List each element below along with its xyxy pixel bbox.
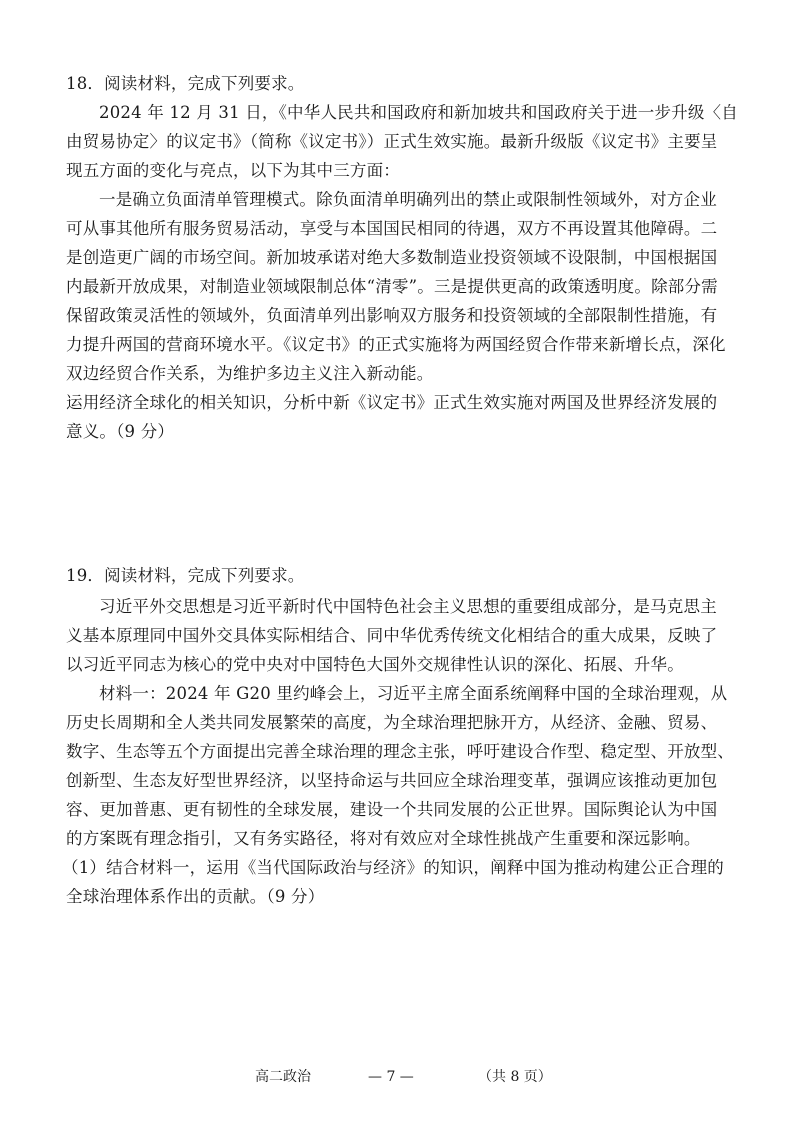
q19-material1-line: 数字、生态等五个方面提出完善全球治理的理念主张，呼吁建设合作型、稳定型、开放型、: [66, 742, 734, 761]
q19-task-line: 全球治理体系作出的贡献。（9 分）: [66, 887, 325, 906]
question-18-title: 18．阅读材料，完成下列要求。: [66, 74, 305, 93]
q18-para2-line: 内最新开放成果，对制造业领域限制总体“清零”。三是提供更高的政策透明度。除部分需: [66, 277, 718, 296]
q19-material1-line: 容、更加普惠、更有韧性的全球发展，建设一个共同发展的公正世界。国际舆论认为中国: [66, 800, 718, 819]
q19-task-line: （1）结合材料一，运用《当代国际政治与经济》的知识，阐释中国为推动构建公正合理的: [62, 858, 724, 877]
q19-material1-line: 的方案既有理念指引，又有务实路径，将对有效应对全球性挑战产生重要和深远影响。: [66, 829, 701, 848]
q19-para1-line: 义基本原理同中国外交具体实际相结合、同中华优秀传统文化相结合的重大成果，反映了: [66, 626, 718, 645]
q18-para2-line: 可从事其他所有服务贸易活动，享受与本国国民相同的待遇，双方不再设置其他障碍。二: [66, 219, 718, 238]
footer-subject: 高二政治: [255, 1069, 311, 1085]
q19-para1-line: 习近平外交思想是习近平新时代中国特色社会主义思想的重要组成部分，是马克思主: [99, 597, 717, 616]
q18-para2-line: 保留政策灵活性的领域外，负面清单列出影响双方服务和投资领域的全部限制性措施，有: [66, 306, 718, 325]
q18-task-line: 意义。（9 分）: [66, 422, 175, 441]
footer-page-number: — 7 —: [368, 1069, 414, 1085]
question-19-title: 19．阅读材料，完成下列要求。: [66, 566, 305, 585]
q18-para1-line: 2024 年 12 月 31 日，《中华人民共和国政府和新加坡共和国政府关于进一步升级〈自: [99, 103, 738, 122]
q18-para2-line: 双边经贸合作关系，为维护多边主义注入新动能。: [66, 364, 434, 383]
q19-material1-line: 材料一：2024 年 G20 里约峰会上，习近平主席全面系统阐释中国的全球治理观，从: [99, 684, 728, 703]
q18-para1-line: 现五方面的变化与亮点，以下为其中三方面：: [66, 161, 400, 180]
q18-para2-line: 一是确立负面清单管理模式。除负面清单明确列出的禁止或限制性领域外，对方企业: [99, 190, 717, 209]
q18-task-line: 运用经济全球化的相关知识，分析中新《议定书》正式生效实施对两国及世界经济发展的: [66, 393, 718, 412]
footer-total-pages: （共 8 页）: [478, 1069, 552, 1085]
q19-para1-line: 以习近平同志为核心的党中央对中国特色大国外交规律性认识的深化、拓展、升华。: [66, 655, 684, 674]
q19-material1-line: 历史长周期和全人类共同发展繁荣的高度，为全球治理把脉开方，从经济、金融、贸易、: [66, 713, 718, 732]
q18-para1-line: 由贸易协定〉的议定书》（简称《议定书》）正式生效实施。最新升级版《议定书》主要呈: [66, 132, 718, 151]
q18-para2-line: 力提升两国的营商环境水平。《议定书》的正式实施将为两国经贸合作带来新增长点，深化: [66, 335, 726, 354]
q18-para2-line: 是创造更广阔的市场空间。新加坡承诺对绝大多数制造业投资领域不设限制，中国根据国: [66, 248, 718, 267]
q19-material1-line: 创新型、生态友好型世界经济，以坚持命运与共回应全球治理变革，强调应该推动更加包: [66, 771, 718, 790]
